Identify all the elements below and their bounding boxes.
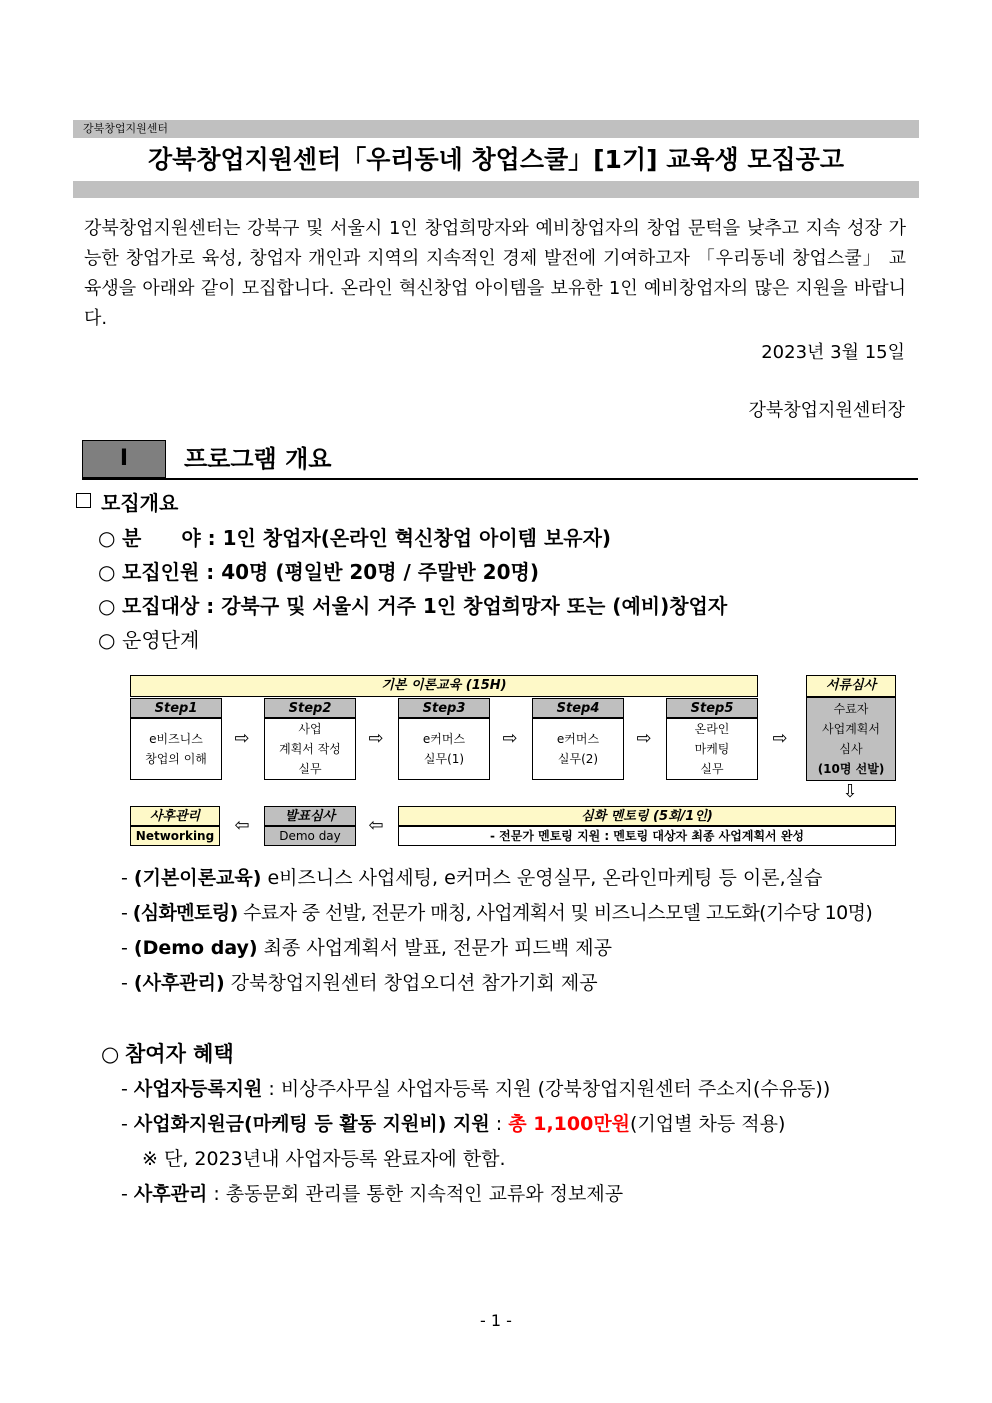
dash-bullet: - xyxy=(121,1183,128,1205)
detail-basic-label: (기본이론교육) xyxy=(133,867,262,889)
page-number: - 1 - xyxy=(480,1311,512,1330)
step2-line3: 실무 xyxy=(298,762,322,776)
step5-line3: 실무 xyxy=(700,762,724,776)
dash-bullet: - xyxy=(121,902,128,924)
detail-basic xyxy=(121,864,822,892)
step5-line2: 마케팅 xyxy=(694,742,730,756)
benefit-funding-amount: 총 1,100만원 xyxy=(508,1113,631,1135)
header-org-bar xyxy=(73,120,919,138)
recruit-field xyxy=(98,524,611,552)
section-title: 프로그램 개요 xyxy=(184,445,332,473)
page-title: 강북창업지원센터「우리동네 창업스쿨」[1기] 교육생 모집공고 xyxy=(148,145,844,174)
step1-line1: e비즈니스 xyxy=(149,732,203,746)
benefit-aftercare-text: : 총동문회 관리를 통한 지속적인 교류와 정보제공 xyxy=(207,1183,624,1205)
notice-date: 2023년 3월 15일 xyxy=(761,342,905,363)
detail-aftercare-text: 강북창업지원센터 창업오디션 참가기회 제공 xyxy=(224,972,598,994)
step2-line2: 계획서 작성 xyxy=(279,742,341,756)
dash-bullet: - xyxy=(121,937,128,959)
arrow-right-icon: ⇨ xyxy=(502,728,518,749)
detail-aftercare-label: (사후관리) xyxy=(133,972,225,994)
aftercare-body: Networking xyxy=(130,826,220,846)
basic-education-header: 기본 이론교육 (15H) xyxy=(130,675,758,697)
step1-label: Step1 xyxy=(130,698,222,718)
benefit-funding-label: 사업화지원금(마케팅 등 활동 지원비) 지원 xyxy=(133,1113,490,1135)
checkbox-square-icon xyxy=(76,493,91,508)
screening-line3: 심사 xyxy=(839,742,863,756)
detail-demo-label: (Demo day) xyxy=(133,937,258,959)
benefit-funding-text: (기업별 차등 적용) xyxy=(630,1113,786,1135)
benefit-aftercare xyxy=(121,1180,623,1208)
arrow-left-icon: ⇦ xyxy=(368,815,384,836)
step2-body xyxy=(264,718,356,780)
step4-body xyxy=(532,718,624,780)
recruit-field-text: 분 야 : 1인 창업자(온라인 혁신창업 아이템 보유자) xyxy=(122,526,612,550)
recruit-heading: 모집개요 xyxy=(101,491,179,515)
dash-bullet: - xyxy=(121,867,128,889)
step3-line1: e커머스 xyxy=(422,732,466,746)
step5-line1: 온라인 xyxy=(694,722,730,736)
screening-line4: (10명 선발) xyxy=(817,762,885,776)
benefit-registration-label: 사업자등록지원 xyxy=(133,1078,263,1100)
step4-line1: e커머스 xyxy=(556,732,600,746)
step4-label: Step4 xyxy=(532,698,624,718)
detail-mentoring-text: 수료자 중 선발, 전문가 매칭, 사업계획서 및 비즈니스모델 고도화(기수당 10명) xyxy=(237,902,873,924)
section-number: I xyxy=(82,440,166,478)
benefit-funding xyxy=(121,1110,785,1138)
detail-basic-text: e비즈니스 사업세팅, e커머스 운영실무, 온라인마케팅 등 이론,실습 xyxy=(261,867,823,889)
recruit-stages xyxy=(98,626,199,654)
intro-paragraph: 강북창업지원센터는 강북구 및 서울시 1인 창업희망자와 예비창업자의 창업 문턱을 낮추고 지속 성장 가능한 창업가로 육성, 창업자 개인과 지역의 지속적인 경제 발전에 기여하고자 「우리동네 창업스쿨」 교육생을 아래와 같이 모집합니다. 온라인 혁신창업 아이템을 보유한 1인 예비창업자의 많은 지원을 바랍니다. xyxy=(84,218,906,329)
circle-bullet-icon: ○ xyxy=(101,1042,120,1066)
arrow-right-icon: ⇨ xyxy=(234,728,250,749)
recruit-target-text: 모집대상 : 강북구 및 서울시 거주 1인 창업희망자 또는 (예비)창업자 xyxy=(122,594,728,618)
benefits-heading xyxy=(101,1040,234,1068)
step4-line2: 실무(2) xyxy=(557,752,599,766)
recruit-count-text: 모집인원 : 40명 (평일반 20명 / 주말반 20명) xyxy=(122,560,539,584)
arrow-left-icon: ⇦ xyxy=(234,815,250,836)
arrow-right-icon: ⇨ xyxy=(772,728,788,749)
detail-mentoring xyxy=(121,899,872,927)
mentoring-header: 심화 멘토링 (5회/1인) xyxy=(398,806,896,826)
arrow-right-icon: ⇨ xyxy=(368,728,384,749)
detail-demo xyxy=(121,934,612,962)
screening-line2: 사업계획서 xyxy=(822,722,880,736)
detail-mentoring-label: (심화멘토링) xyxy=(132,902,238,924)
screening-body xyxy=(806,697,896,781)
step1-line2: 창업의 이해 xyxy=(145,752,207,766)
step3-label: Step3 xyxy=(398,698,490,718)
dash-bullet: - xyxy=(121,1078,128,1100)
circle-bullet-icon: ○ xyxy=(98,594,116,618)
demo-body: Demo day xyxy=(264,826,356,846)
demo-header: 발표심사 xyxy=(264,806,356,826)
header-org-label: 강북창업지원센터 xyxy=(83,122,169,135)
arrow-down-icon: ⇩ xyxy=(842,781,858,802)
benefit-registration-text: : 비상주사무실 사업자등록 지원 (강북창업지원센터 주소지(수유동)) xyxy=(262,1078,831,1100)
section-underline xyxy=(82,478,918,480)
step5-body xyxy=(666,718,758,780)
benefit-funding-sep: : xyxy=(489,1113,509,1135)
title-divider-bar xyxy=(73,181,919,198)
detail-aftercare xyxy=(121,969,598,997)
aftercare-header: 사후관리 xyxy=(130,806,220,826)
benefit-aftercare-label: 사후관리 xyxy=(133,1183,208,1205)
dash-bullet: - xyxy=(121,972,128,994)
step2-label: Step2 xyxy=(264,698,356,718)
mentoring-body: - 전문가 멘토링 지원 : 멘토링 대상자 최종 사업계획서 완성 xyxy=(398,826,896,846)
notice-signer: 강북창업지원센터장 xyxy=(748,400,905,421)
screening-header: 서류심사 xyxy=(806,675,896,697)
recruit-count xyxy=(98,558,539,586)
step3-line2: 실무(1) xyxy=(423,752,465,766)
recruit-stages-text: 운영단계 xyxy=(122,628,200,652)
benefits-heading-text: 참여자 혜택 xyxy=(125,1042,234,1066)
circle-bullet-icon: ○ xyxy=(98,560,116,584)
arrow-right-icon: ⇨ xyxy=(636,728,652,749)
step5-label: Step5 xyxy=(666,698,758,718)
benefit-note: ※ 단, 2023년내 사업자등록 완료자에 한함. xyxy=(142,1148,506,1170)
circle-bullet-icon: ○ xyxy=(98,628,116,652)
benefit-registration xyxy=(121,1075,830,1103)
step2-line1: 사업 xyxy=(298,722,322,736)
dash-bullet: - xyxy=(121,1113,128,1135)
circle-bullet-icon: ○ xyxy=(98,526,116,550)
detail-demo-text: 최종 사업계획서 발표, 전문가 피드백 제공 xyxy=(257,937,612,959)
recruit-target xyxy=(98,592,727,620)
step3-body xyxy=(398,718,490,780)
step1-body xyxy=(130,718,222,780)
screening-line1: 수료자 xyxy=(833,702,869,716)
